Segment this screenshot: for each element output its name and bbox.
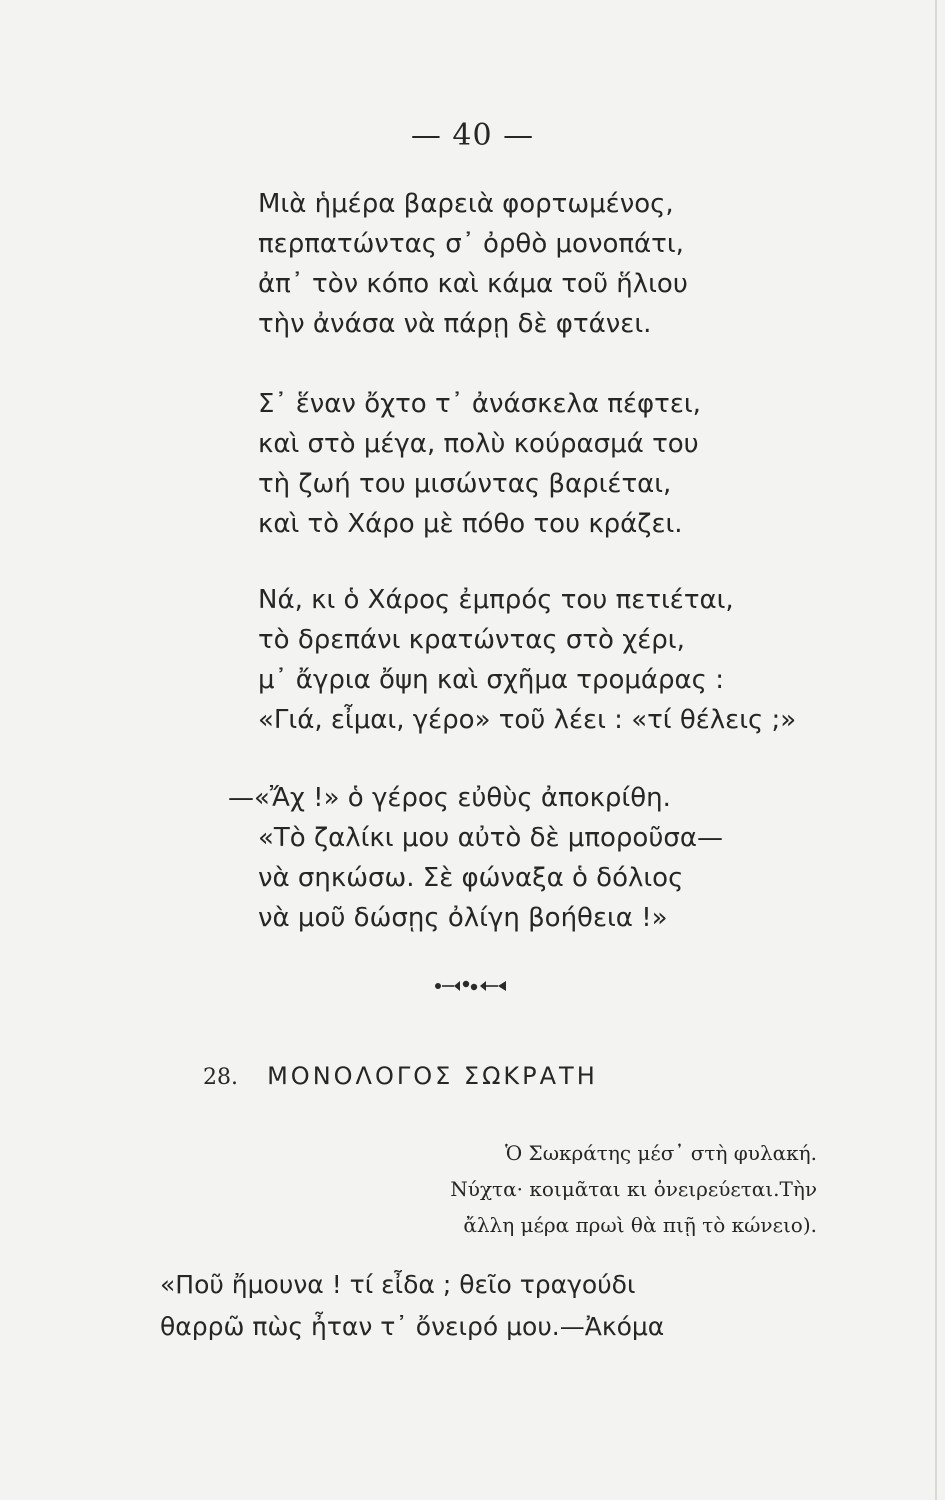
stage-direction [337,1135,817,1243]
stage-direction-line: Ὁ Σωκράτης μέσ᾽ στὴ φυλακή. [505,1141,817,1165]
monologue-opening [160,1264,800,1348]
verse-line: —«Ἄχ !» ὁ γέρος εὐθὺς ἀποκρίθη. [228,783,671,813]
verse-line: «Τὸ ζαλίκι μου αὐτὸ δὲ μποροῦσα— [258,823,723,853]
page-number: — 40 — [410,118,535,153]
stanza-2 [258,384,878,544]
section-heading [203,1062,883,1090]
monologue-line: «Ποῦ ἤμουνα ! τί εἶδα ; θεῖο τραγούδι [160,1270,636,1299]
verse-line: περπατώντας σ᾽ ὀρθὸ μονοπάτι, [258,229,684,259]
verse-line: τὴν ἀνάσα νὰ πάρῃ δὲ φτάνει. [258,309,652,339]
stanza-4 [228,778,878,938]
stage-direction-line: Νύχτα· κοιμᾶται κι ὀνειρεύεται.Τὴν [450,1177,817,1201]
verse-line: ἀπ᾽ τὸν κόπο καὶ κάμα τοῦ ἥλιου [258,269,688,299]
verse-line: «Γιά, εἶμαι, γέρο» τοῦ λέει : «τί θέλεις ;» [258,705,797,735]
stanza-3 [258,580,878,740]
verse-line: νὰ σηκώσω. Σὲ φώναξα ὁ δόλιος [258,863,684,893]
verse-line: καὶ τὸ Χάρο μὲ πόθο του κράζει. [258,509,683,539]
verse-line: τὴ ζωή του μισώντας βαριέται, [258,469,672,499]
verse-line: τὸ δρεπάνι κρατώντας στὸ χέρι, [258,625,685,655]
verse-line: μ᾽ ἄγρια ὄψη καὶ σχῆμα τρομάρας : [258,665,724,695]
page-edge [935,0,937,1500]
section-title: ΜΟΝΟΛΟΓΟΣ ΣΩΚΡΑΤΗ [267,1062,598,1090]
section-number: 28. [203,1065,238,1090]
verse-line: Μιὰ ἡμέρα βαρειὰ φορτωμένος, [258,189,674,219]
stage-direction-line: ἄλλη μέρα πρωὶ θὰ πιῇ τὸ κώνειο). [463,1213,817,1237]
verse-line: Νά, κι ὁ Χάρος ἐμπρός του πετιέται, [258,585,734,615]
verse-line: καὶ στὸ μέγα, πολὺ κούρασμά του [258,429,699,459]
monologue-line: θαρρῶ πὼς ἦταν τ᾽ ὄνειρό μου.—Ἀκόμα [160,1312,665,1341]
ornament-divider-icon [432,974,512,998]
stanza-1 [258,184,878,344]
verse-line: Σ᾽ ἕναν ὄχτο τ᾽ ἀνάσκελα πέφτει, [258,389,701,419]
verse-line: νὰ μοῦ δώσῃς ὀλίγη βοήθεια !» [258,903,668,933]
